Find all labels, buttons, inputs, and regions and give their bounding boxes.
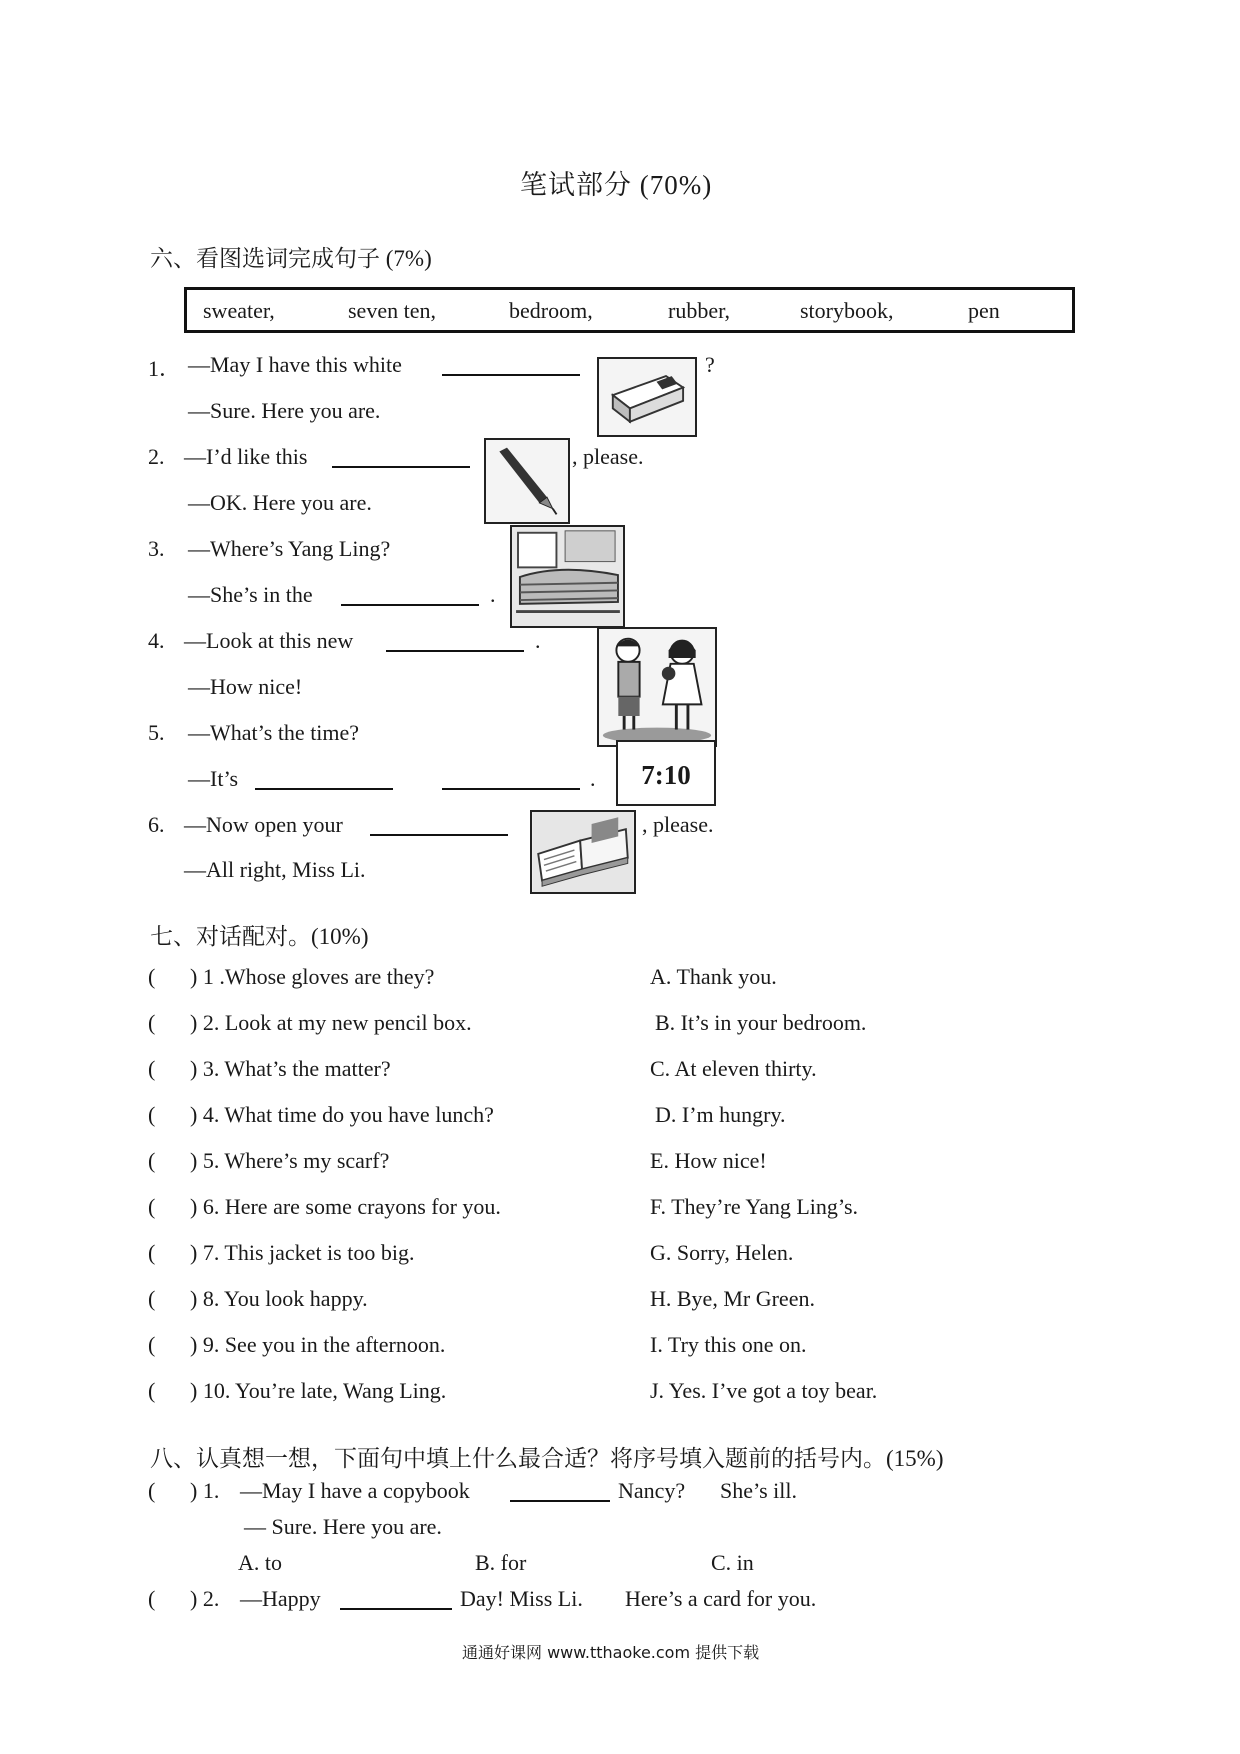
q2-end: , please. bbox=[572, 444, 644, 469]
word-bank-item: pen bbox=[968, 298, 1000, 323]
q2-line-b: —OK. Here you are. bbox=[188, 490, 372, 515]
q6-line-b: —All right, Miss Li. bbox=[184, 857, 366, 882]
answer-paren[interactable]: ( bbox=[148, 964, 156, 989]
clock-time-display: 7:10 bbox=[616, 740, 716, 806]
q4-end: . bbox=[535, 628, 541, 653]
storybook-icon bbox=[530, 810, 636, 894]
q5-answer-blank-1[interactable] bbox=[255, 766, 393, 790]
s8-q2-blank[interactable] bbox=[340, 1586, 452, 1610]
answer-paren[interactable]: ( bbox=[148, 1102, 156, 1127]
q1-answer-blank[interactable] bbox=[442, 352, 580, 376]
s8-q1-option-c: C. in bbox=[711, 1550, 754, 1575]
q1-line-b: —Sure. Here you are. bbox=[188, 398, 381, 423]
s7-answer-option: E. How nice! bbox=[650, 1148, 767, 1173]
s8-q1-line-a-cont: Nancy? bbox=[618, 1478, 686, 1503]
s8-q2-line-a-cont: Day! Miss Li. bbox=[460, 1586, 583, 1611]
answer-paren[interactable]: ( bbox=[148, 1332, 156, 1357]
s7-question: ) 2. Look at my new pencil box. bbox=[190, 1010, 472, 1035]
s7-question: ) 5. Where’s my scarf? bbox=[190, 1148, 390, 1173]
q6-end: , please. bbox=[642, 812, 714, 837]
q6-answer-blank[interactable] bbox=[370, 812, 508, 836]
s7-question: ) 1 .Whose gloves are they? bbox=[190, 964, 435, 989]
q5-line-b: —It’s bbox=[188, 766, 239, 791]
answer-paren[interactable]: ( bbox=[148, 1240, 156, 1265]
word-bank-item: rubber, bbox=[668, 298, 731, 323]
q3-line-b: —She’s in the bbox=[188, 582, 313, 607]
rubber-icon bbox=[597, 357, 697, 437]
s8-q1-line-b: — Sure. Here you are. bbox=[244, 1514, 442, 1539]
s7-answer-option: B. It’s in your bedroom. bbox=[655, 1010, 867, 1035]
s7-answer-option: I. Try this one on. bbox=[650, 1332, 807, 1357]
answer-paren[interactable]: ( bbox=[148, 1478, 156, 1503]
s8-q1-blank[interactable] bbox=[510, 1478, 610, 1502]
answer-paren[interactable]: ( bbox=[148, 1056, 156, 1081]
word-bank-item: sweater, bbox=[203, 298, 275, 323]
s7-answer-option: H. Bye, Mr Green. bbox=[650, 1286, 815, 1311]
word-bank-item: storybook, bbox=[800, 298, 894, 323]
q4-line-b: —How nice! bbox=[188, 674, 303, 699]
pen-icon bbox=[484, 438, 570, 524]
q3-line-a: —Where’s Yang Ling? bbox=[188, 536, 391, 561]
q5-line-a: —What’s the time? bbox=[188, 720, 360, 745]
section-8-heading: 八、认真想一想，下面句中填上什么最合适？将序号填入题前的括号内。(15%) bbox=[150, 1446, 944, 1471]
s7-answer-option: G. Sorry, Helen. bbox=[650, 1240, 794, 1265]
section-7-heading: 七、对话配对。(10%) bbox=[150, 924, 369, 949]
s8-q1-number: ) 1. bbox=[190, 1478, 220, 1503]
section-6-heading: 六、看图选词完成句子 (7%) bbox=[150, 246, 432, 271]
q2-line-a: —I’d like this bbox=[184, 444, 308, 469]
s7-question: ) 3. What’s the matter? bbox=[190, 1056, 391, 1081]
q6-number: 6. bbox=[148, 812, 165, 837]
s8-q1-option-b: B. for bbox=[475, 1550, 527, 1575]
bedroom-icon bbox=[510, 525, 625, 628]
s8-q1-line-a-end: She’s ill. bbox=[720, 1478, 798, 1503]
s7-answer-option: F. They’re Yang Ling’s. bbox=[650, 1194, 859, 1219]
answer-paren[interactable]: ( bbox=[148, 1010, 156, 1035]
s7-question: ) 6. Here are some crayons for you. bbox=[190, 1194, 501, 1219]
children-sweater-icon bbox=[597, 627, 717, 747]
q2-number: 2. bbox=[148, 444, 165, 469]
footer-source-text: 通通好课网 www.tthaoke.com 提供下载 bbox=[462, 1643, 760, 1662]
word-bank-item: seven ten, bbox=[348, 298, 436, 323]
q6-line-a: —Now open your bbox=[184, 812, 343, 837]
s8-q1-option-a: A. to bbox=[238, 1550, 282, 1575]
q2-answer-blank[interactable] bbox=[332, 444, 470, 468]
q3-end: . bbox=[490, 582, 496, 607]
q1-number: 1． bbox=[148, 356, 182, 381]
s7-question: ) 10. You’re late, Wang Ling. bbox=[190, 1378, 447, 1403]
s7-answer-option: J. Yes. I’ve got a toy bear. bbox=[650, 1378, 878, 1403]
s8-q2-line-a-end: Here’s a card for you. bbox=[625, 1586, 817, 1611]
q4-line-a: —Look at this new bbox=[184, 628, 354, 653]
word-bank-item: bedroom, bbox=[509, 298, 593, 323]
page-title: 笔试部分 (70%) bbox=[520, 170, 713, 200]
s8-q2-line-a: —Happy bbox=[240, 1586, 321, 1611]
s8-q1-line-a: —May I have a copybook bbox=[240, 1478, 470, 1503]
q4-answer-blank[interactable] bbox=[386, 628, 524, 652]
s7-question: ) 9. See you in the afternoon. bbox=[190, 1332, 446, 1357]
s7-question: ) 7. This jacket is too big. bbox=[190, 1240, 415, 1265]
q3-number: 3. bbox=[148, 536, 165, 561]
q1-end: ? bbox=[705, 352, 715, 377]
answer-paren[interactable]: ( bbox=[148, 1148, 156, 1173]
s7-answer-option: A. Thank you. bbox=[650, 964, 777, 989]
answer-paren[interactable]: ( bbox=[148, 1378, 156, 1403]
q1-line-a: —May I have this white bbox=[188, 352, 402, 377]
q5-end: . bbox=[590, 766, 596, 791]
answer-paren[interactable]: ( bbox=[148, 1586, 156, 1611]
s7-answer-option: D. I’m hungry. bbox=[655, 1102, 786, 1127]
s7-question: ) 4. What time do you have lunch? bbox=[190, 1102, 494, 1127]
s7-answer-option: C. At eleven thirty. bbox=[650, 1056, 817, 1081]
s7-question: ) 8. You look happy. bbox=[190, 1286, 368, 1311]
q5-answer-blank-2[interactable] bbox=[442, 766, 580, 790]
q4-number: 4. bbox=[148, 628, 165, 653]
answer-paren[interactable]: ( bbox=[148, 1286, 156, 1311]
word-bank bbox=[184, 287, 1075, 333]
s8-q2-number: ) 2. bbox=[190, 1586, 220, 1611]
q5-number: 5. bbox=[148, 720, 165, 745]
answer-paren[interactable]: ( bbox=[148, 1194, 156, 1219]
q3-answer-blank[interactable] bbox=[341, 582, 479, 606]
